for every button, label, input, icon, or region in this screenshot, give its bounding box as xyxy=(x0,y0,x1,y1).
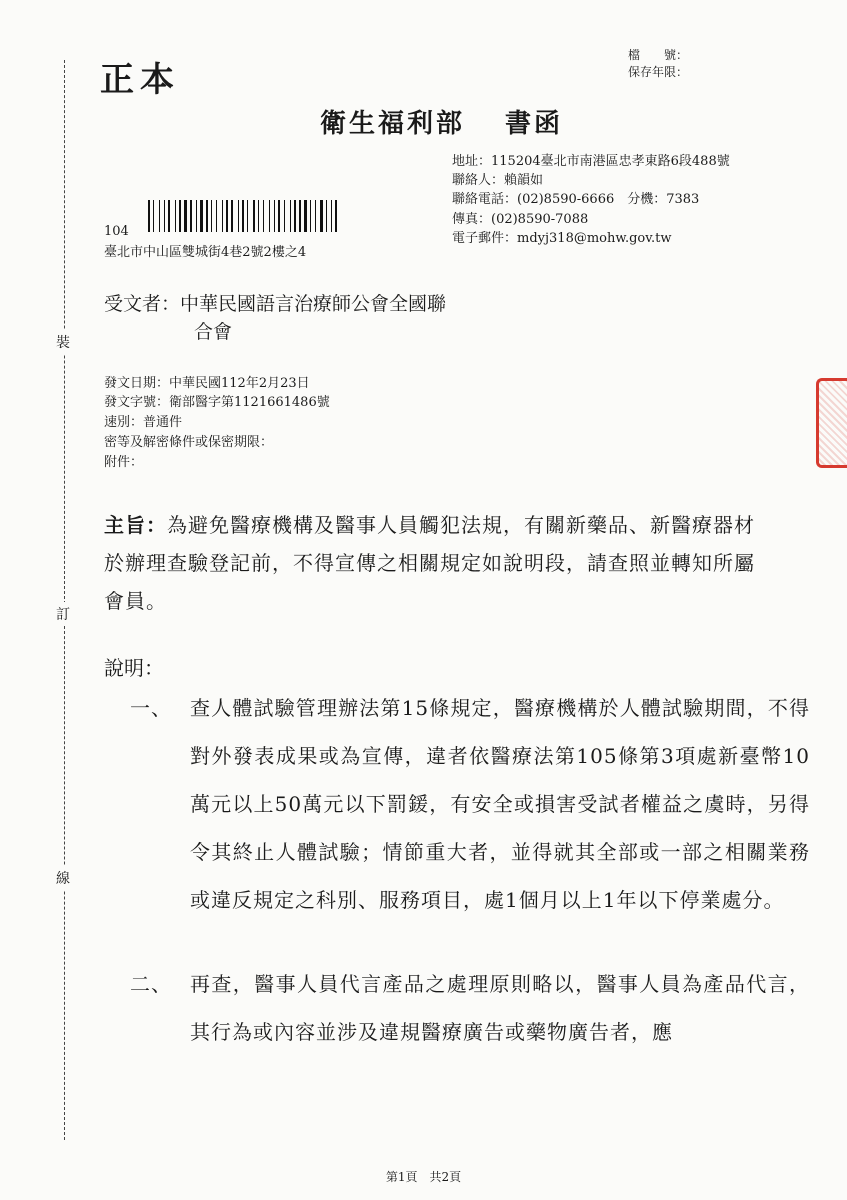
barcode-bar xyxy=(269,200,270,232)
total-pages: 共2頁 xyxy=(429,1170,462,1184)
explanation-item-2 xyxy=(130,960,830,1070)
red-seal xyxy=(816,378,847,468)
reference-number: 發文字號：衛部醫字第1121661486號 xyxy=(104,395,330,410)
barcode-bar xyxy=(308,200,309,232)
barcode-bar xyxy=(155,200,158,232)
barcode-bar xyxy=(240,200,241,232)
barcode-bar xyxy=(276,200,277,232)
barcode-bar xyxy=(159,200,160,232)
barcode-bar xyxy=(320,200,323,232)
barcode-bar xyxy=(213,200,215,232)
recipient xyxy=(104,290,446,346)
item-text: 再查，醫事人員代言產品之處理原則略以，醫事人員為產品代言，其行為或內容並涉及違規醫療廣告或藥物廣告者，應 xyxy=(190,972,810,1044)
barcode-bar xyxy=(324,200,325,232)
contact-person: 聯絡人：賴韻如 xyxy=(452,173,544,188)
document-title xyxy=(320,103,563,140)
barcode-bar xyxy=(274,200,275,232)
contact-fax: 傳真：(02)8590-7088 xyxy=(452,212,589,227)
barcode-bar xyxy=(292,200,293,232)
barcode-bar xyxy=(249,200,252,232)
barcode-bar xyxy=(196,200,197,232)
barcode-bar xyxy=(216,200,217,232)
item-text: 查人體試驗管理辦法第15條規定，醫療機構於人體試驗期間，不得對外發表成果或為宣傳，違者依醫療法第105條第3項處新臺幣10萬元以上50萬元以下罰鍰，有安全或損害受試者權益之虞時，另得令其終止人體試驗；情節重大者，並得就其全部或一部之相關業務或違反規定之科別、服務項目，處1個月以上1年以下停業處分。 xyxy=(190,696,810,912)
barcode-bar xyxy=(226,200,228,232)
barcode-bar xyxy=(256,200,257,232)
page-number: 第1頁 xyxy=(385,1170,418,1184)
barcode-bar xyxy=(177,200,178,232)
barcode-bar xyxy=(333,200,334,232)
barcode-bar xyxy=(171,200,174,232)
explanation-item-1 xyxy=(130,684,830,974)
barcode-bar xyxy=(206,200,208,232)
barcode-bar xyxy=(222,200,223,232)
barcode-bar xyxy=(315,200,316,232)
barcode-bar xyxy=(247,200,248,232)
barcode-bar xyxy=(281,200,283,232)
barcode-bar xyxy=(310,200,311,232)
recipient-name-line1: 中華民國語言治療師公會全國聯 xyxy=(180,293,447,315)
barcode-bar xyxy=(234,200,237,232)
barcode-bar xyxy=(168,200,170,232)
barcode-bar xyxy=(284,200,285,232)
explanation-heading: 說明： xyxy=(104,656,164,680)
barcode-bar xyxy=(161,200,163,232)
barcode-bar xyxy=(302,200,303,232)
barcode-bar xyxy=(198,200,199,232)
issue-date: 發文日期：中華民國112年2月23日 xyxy=(104,376,310,391)
barcode-bar xyxy=(253,200,255,232)
barcode-bar xyxy=(151,200,152,232)
page-footer xyxy=(0,1168,847,1185)
subject xyxy=(104,506,772,620)
barcode-bar xyxy=(164,200,165,232)
barcode-bar xyxy=(294,200,296,232)
binding-mark-bind: 裝 xyxy=(56,330,70,354)
item-number: 一、 xyxy=(130,696,172,720)
barcode-bar xyxy=(179,200,181,232)
barcode-bar xyxy=(317,200,319,232)
barcode-bar xyxy=(331,200,332,232)
barcode-bar xyxy=(278,200,280,232)
recipient-name-line2: 合會 xyxy=(194,321,233,343)
barcode-bar xyxy=(297,200,298,232)
barcode-bar xyxy=(224,200,225,232)
barcode-bar xyxy=(209,200,210,232)
barcode-bar xyxy=(271,200,273,232)
barcode-bar xyxy=(326,200,327,232)
barcode-bar xyxy=(263,200,264,232)
barcode-bar xyxy=(218,200,221,232)
barcode-bar xyxy=(229,200,230,232)
mailing-address: 臺北市中山區雙城街4巷2號2樓之4 xyxy=(104,245,307,260)
barcode-bar xyxy=(299,200,301,232)
attachments: 附件： xyxy=(104,455,144,470)
original-copy-stamp: 正本 xyxy=(100,60,180,100)
barcode-bar xyxy=(304,200,307,232)
delivery-speed: 速別：普通件 xyxy=(104,415,183,430)
barcode-bar xyxy=(242,200,244,232)
barcode-bar xyxy=(166,200,167,232)
barcode-bar xyxy=(265,200,268,232)
barcode-bar xyxy=(184,200,187,232)
barcode-bar xyxy=(328,200,330,232)
document-type: 書函 xyxy=(505,109,564,139)
barcode-bar xyxy=(290,200,291,232)
binding-line xyxy=(64,60,65,1140)
item-number: 二、 xyxy=(130,972,172,996)
agency-name: 衛生福利部 xyxy=(320,109,466,139)
barcode-bar xyxy=(245,200,246,232)
recipient-label: 受文者： xyxy=(104,293,181,315)
classification: 密等及解密條件或保密期限： xyxy=(104,435,274,450)
barcode-bar xyxy=(148,200,150,232)
barcode-bar xyxy=(153,200,154,232)
subject-text: 為避免醫療機構及醫事人員觸犯法規，有關新藥品、新醫療器材於辦理查驗登記前，不得宣傳之相關規定如說明段，請查照並轉知所屬會員。 xyxy=(104,513,755,613)
barcode-bar xyxy=(338,200,341,232)
contact-address: 地址：115204臺北市南港區忠孝東路6段488號 xyxy=(452,154,730,169)
mail-barcode xyxy=(148,200,436,232)
contact-phone: 聯絡電話：(02)8590-6666 分機：7383 xyxy=(452,192,700,207)
binding-mark-staple: 訂 xyxy=(56,602,70,626)
barcode-bar xyxy=(258,200,259,232)
barcode-bar xyxy=(335,200,337,232)
barcode-bar xyxy=(260,200,262,232)
barcode-bar xyxy=(238,200,239,232)
barcode-bar xyxy=(188,200,189,232)
barcode-bar xyxy=(204,200,205,232)
barcode-bar xyxy=(193,200,195,232)
subject-label: 主旨： xyxy=(104,513,167,537)
barcode-bar xyxy=(182,200,183,232)
barcode-bar xyxy=(190,200,192,232)
postal-code: 104 xyxy=(104,224,129,239)
barcode-bar xyxy=(231,200,233,232)
file-number-label: 檔 號： xyxy=(628,48,689,62)
barcode-bar xyxy=(200,200,203,232)
contact-email: 電子郵件：mdyj318@mohw.gov.tw xyxy=(452,231,672,246)
binding-mark-line: 線 xyxy=(56,866,70,890)
barcode-bar xyxy=(211,200,212,232)
barcode-bar xyxy=(286,200,289,232)
barcode-bar xyxy=(175,200,176,232)
barcode-bar xyxy=(312,200,314,232)
retention-period-label: 保存年限： xyxy=(628,65,689,79)
